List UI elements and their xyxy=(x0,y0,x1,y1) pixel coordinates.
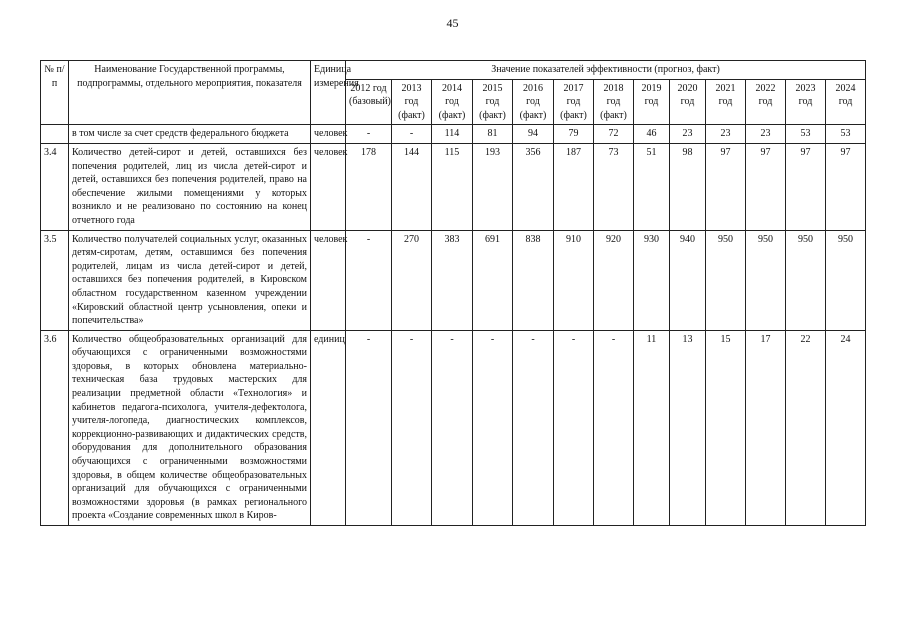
row-value: 72 xyxy=(594,125,634,144)
header-year: 2024 год xyxy=(826,79,866,125)
row-num: 3.5 xyxy=(41,230,69,330)
page-number: 45 xyxy=(446,16,459,30)
row-value: 193 xyxy=(473,143,513,230)
row-value: 930 xyxy=(634,230,670,330)
row-value: 11 xyxy=(634,330,670,525)
row-value: - xyxy=(432,330,473,525)
row-value: - xyxy=(392,330,432,525)
row-value: 79 xyxy=(554,125,594,144)
row-value: 17 xyxy=(746,330,786,525)
row-value: 53 xyxy=(786,125,826,144)
row-unit: человек xyxy=(311,143,346,230)
row-value: 94 xyxy=(513,125,554,144)
header-name: Наименование Государственной программы, подпрограммы, отдельного мероприятия, показателя xyxy=(69,61,311,125)
header-year: 2014 год (факт) xyxy=(432,79,473,125)
header-year: 2013 год (факт) xyxy=(392,79,432,125)
row-value: 950 xyxy=(706,230,746,330)
header-unit: Единица измерения xyxy=(311,61,346,125)
table-row xyxy=(41,330,866,525)
row-value: 187 xyxy=(554,143,594,230)
row-value: 97 xyxy=(786,143,826,230)
row-value: 97 xyxy=(826,143,866,230)
row-value: 950 xyxy=(746,230,786,330)
row-value: 910 xyxy=(554,230,594,330)
row-unit: единиц xyxy=(311,330,346,525)
row-value: 940 xyxy=(670,230,706,330)
table-row xyxy=(41,125,866,144)
row-value: 51 xyxy=(634,143,670,230)
row-num: 3.6 xyxy=(41,330,69,525)
row-num xyxy=(41,125,69,144)
header-values-group: Значение показателей эффективности (прогноз, факт) xyxy=(346,61,866,80)
header-year: 2016 год (факт) xyxy=(513,79,554,125)
row-value: 98 xyxy=(670,143,706,230)
row-value: 144 xyxy=(392,143,432,230)
row-value: 178 xyxy=(346,143,392,230)
header-year: 2023 год xyxy=(786,79,826,125)
row-name: Количество получателей социальных услуг, оказанных детям-сиротам, детям, оставшимся без попечения родителей, лицам из числа детей-сирот и детей, оставшихся без попечения родителей, в Кировском областном государственном казенном учреждении «Кировский областной центр усыновления, опеки и попечительства» xyxy=(69,230,311,330)
row-value: 24 xyxy=(826,330,866,525)
row-value: - xyxy=(594,330,634,525)
row-value: - xyxy=(346,125,392,144)
header-year: 2017 год (факт) xyxy=(554,79,594,125)
header-year: 2018 год (факт) xyxy=(594,79,634,125)
row-value: 22 xyxy=(786,330,826,525)
header-year: 2021 год xyxy=(706,79,746,125)
row-value: 115 xyxy=(432,143,473,230)
row-value: 691 xyxy=(473,230,513,330)
row-value: 383 xyxy=(432,230,473,330)
row-unit: человек xyxy=(311,230,346,330)
row-value: 23 xyxy=(706,125,746,144)
row-num: 3.4 xyxy=(41,143,69,230)
row-value: - xyxy=(554,330,594,525)
row-value: 114 xyxy=(432,125,473,144)
row-value: 23 xyxy=(746,125,786,144)
row-value: 356 xyxy=(513,143,554,230)
row-value: - xyxy=(513,330,554,525)
row-value: 97 xyxy=(706,143,746,230)
row-value: 46 xyxy=(634,125,670,144)
row-value: 81 xyxy=(473,125,513,144)
header-year: 2019 год xyxy=(634,79,670,125)
row-value: 838 xyxy=(513,230,554,330)
row-name: в том числе за счет средств федерального бюджета xyxy=(69,125,311,144)
row-value: - xyxy=(346,230,392,330)
row-value: - xyxy=(473,330,513,525)
row-value: 15 xyxy=(706,330,746,525)
row-value: 23 xyxy=(670,125,706,144)
row-value: 950 xyxy=(786,230,826,330)
row-value: 920 xyxy=(594,230,634,330)
header-num: № п/п xyxy=(41,61,69,125)
row-value: 270 xyxy=(392,230,432,330)
row-name: Количество общеобразовательных организаций для обучающихся с ограниченными возможностями здоровья, в которых обновлена материально-техническая база трудовых мастерских для реализации предметной области «Технология» и кабинетов педагога-психолога, учителя-дефектолога, учителя-логопеда, диагностических комплексов, коррекционно-развивающих и дидактических средств, оборудования для дополнительного образования обучающихся с ограниченными возможностями здоровья, в общем количестве общеобразовательных организаций для обучающихся с ограниченными возможностями здоровья (в рамках регионального проекта «Создание современных школ в Киров- xyxy=(69,330,311,525)
header-year: 2020 год xyxy=(670,79,706,125)
row-value: 97 xyxy=(746,143,786,230)
header-row-top xyxy=(41,61,866,80)
row-value: 13 xyxy=(670,330,706,525)
row-value: - xyxy=(346,330,392,525)
header-year: 2015 год (факт) xyxy=(473,79,513,125)
header-year: 2012 год (базовый) xyxy=(346,79,392,125)
row-value: 73 xyxy=(594,143,634,230)
row-name: Количество детей-сирот и детей, оставшихся без попечения родителей, лиц из числа детей-сирот и детей, оставшихся без попечения родителей, право на обеспечение жилыми помещениями у которых возникло и не реализовано по состоянию на конец отчетного года xyxy=(69,143,311,230)
table-row xyxy=(41,230,866,330)
table-row xyxy=(41,143,866,230)
header-year: 2022 год xyxy=(746,79,786,125)
row-value: 950 xyxy=(826,230,866,330)
indicators-table xyxy=(40,60,866,526)
row-value: 53 xyxy=(826,125,866,144)
row-value: - xyxy=(392,125,432,144)
row-unit: человек xyxy=(311,125,346,144)
